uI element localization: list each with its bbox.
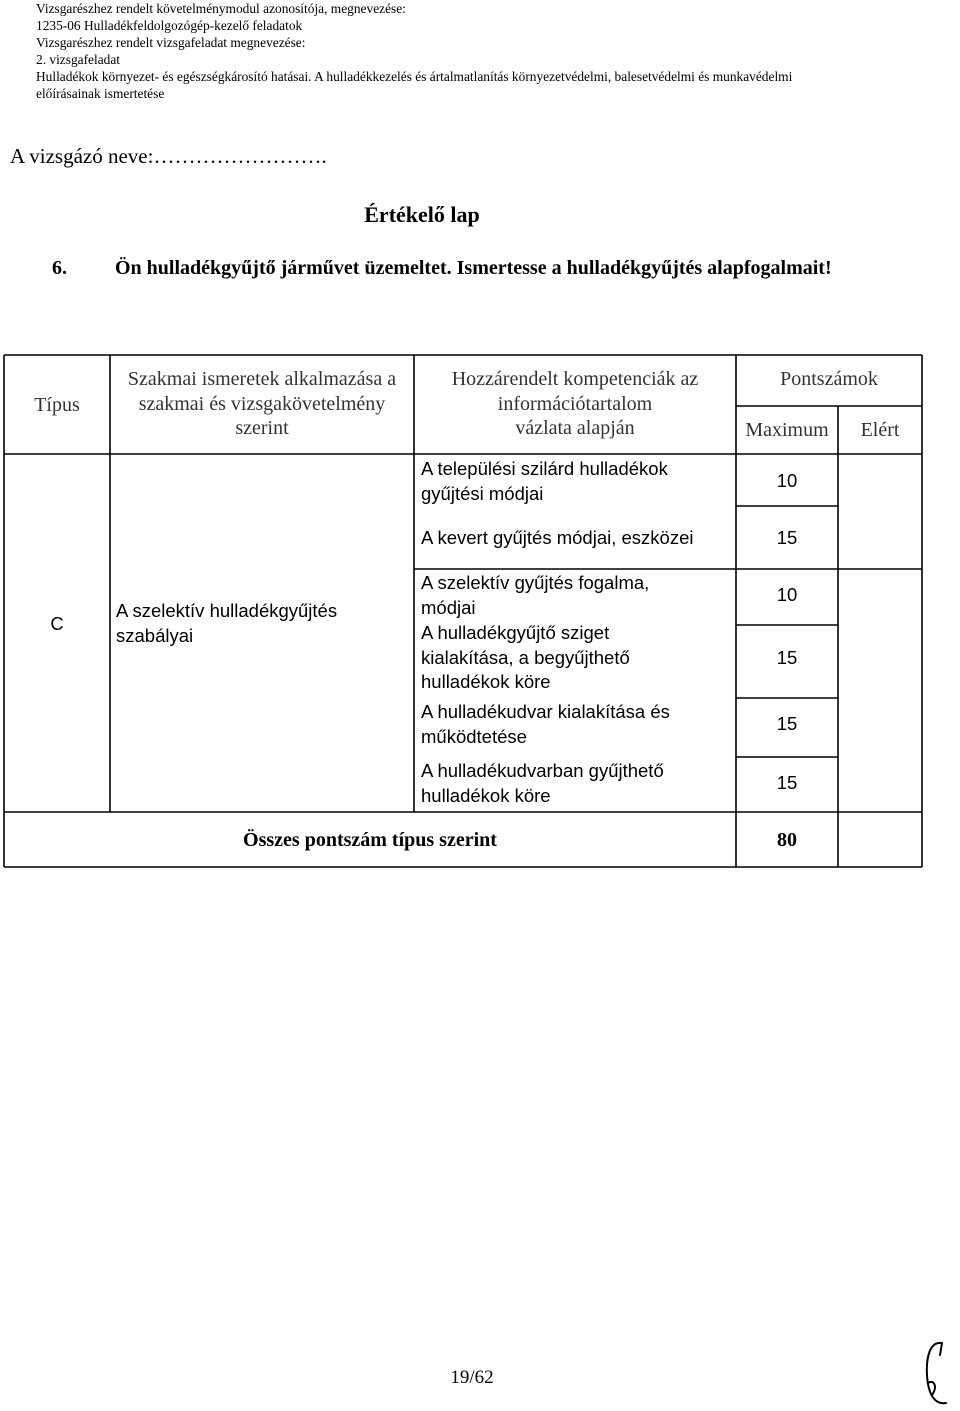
competence-line: A kevert gyűjtés módjai, eszközei xyxy=(421,527,694,548)
header-knowledge xyxy=(110,367,414,441)
examinee-name-field: A vizsgázó neve:……………………. xyxy=(10,144,327,168)
competence-row-6 xyxy=(421,759,664,808)
knowledge-line: A szelektív hulladékgyűjtés xyxy=(116,600,338,621)
max-value-6: 15 xyxy=(776,772,798,793)
header-competence-line: Hozzárendelt kompetenciák az xyxy=(451,368,699,390)
header-knowledge-line: Szakmai ismeretek alkalmazása a xyxy=(127,368,397,390)
header-knowledge-line: szakmai és vizsgakövetelmény xyxy=(138,392,386,415)
max-value-1: 10 xyxy=(776,470,798,491)
header-points: Pontszámok xyxy=(780,368,878,390)
competence-line: módjai xyxy=(421,596,476,618)
header-line: 1235-06 Hulladékfeldolgozógép-kezelő feladatok xyxy=(36,18,303,33)
max-value-2: 15 xyxy=(776,527,798,548)
competence-row-3 xyxy=(421,571,649,620)
competence-row-1 xyxy=(421,457,668,506)
max-value-3: 10 xyxy=(776,584,798,605)
competence-line: A hulladékudvarban gyűjthető xyxy=(421,760,664,781)
competence-line: A hulladékgyűjtő sziget xyxy=(421,622,610,643)
task-statement xyxy=(52,257,832,280)
competence-line: hulladékok köre xyxy=(421,784,551,806)
competence-row-2 xyxy=(421,526,694,551)
header-line: előírásainak ismertetése xyxy=(36,86,165,101)
total-label: Összes pontszám típus szerint xyxy=(243,829,497,851)
header-maximum: Maximum xyxy=(745,419,829,441)
competence-line: gyűjtési módjai xyxy=(421,482,544,504)
header-competence-line: vázlata alapján xyxy=(515,417,635,439)
task-text: Ön hulladékgyűjtő járművet üzemeltet. Ismertesse a hulladékgyűjtés alapfogalmait! xyxy=(115,257,832,279)
competence-row-4 xyxy=(421,621,630,695)
header-type: Típus xyxy=(34,394,80,416)
knowledge-line: szabályai xyxy=(116,624,194,646)
knowledge-value xyxy=(116,599,337,648)
header-line: Vizsgarészhez rendelt követelménymodul azonosítója, megnevezése: xyxy=(36,1,406,16)
type-value: C xyxy=(50,613,64,634)
competence-line: A szelektív gyűjtés fogalma, xyxy=(421,572,650,593)
competence-line: kialakítása, a begyűjthető xyxy=(421,646,630,668)
competence-row-5 xyxy=(421,700,670,749)
task-number: 6. xyxy=(52,257,67,279)
page-title: Értékelő lap xyxy=(364,202,480,227)
total-max: 80 xyxy=(777,829,797,851)
header-competence xyxy=(414,367,736,441)
document-header xyxy=(36,0,792,102)
competence-line: A hulladékudvar kialakítása és xyxy=(421,701,670,722)
max-value-4: 15 xyxy=(776,647,798,668)
competence-line: működtetése xyxy=(421,725,527,747)
header-line: Hulladékok környezet- és egészségkárosító hatásai. A hulladékkezelés és ártalmatlanítás környezetvédelmi, balesetvédelmi és munkavédelmi xyxy=(36,69,793,84)
header-achieved: Elért xyxy=(860,419,900,441)
header-competence-line: információtartalom xyxy=(497,392,653,415)
competence-line: A települési szilárd hulladékok xyxy=(421,458,668,479)
max-value-5: 15 xyxy=(776,713,798,734)
header-line: Vizsgarészhez rendelt vizsgafeladat megnevezése: xyxy=(36,35,306,50)
header-knowledge-line: szerint xyxy=(235,417,289,439)
signature-mark xyxy=(920,1335,960,1411)
header-line: 2. vizsgafeladat xyxy=(36,52,121,67)
page-number: 19/62 xyxy=(450,1367,494,1388)
competence-line: hulladékok köre xyxy=(421,671,551,692)
